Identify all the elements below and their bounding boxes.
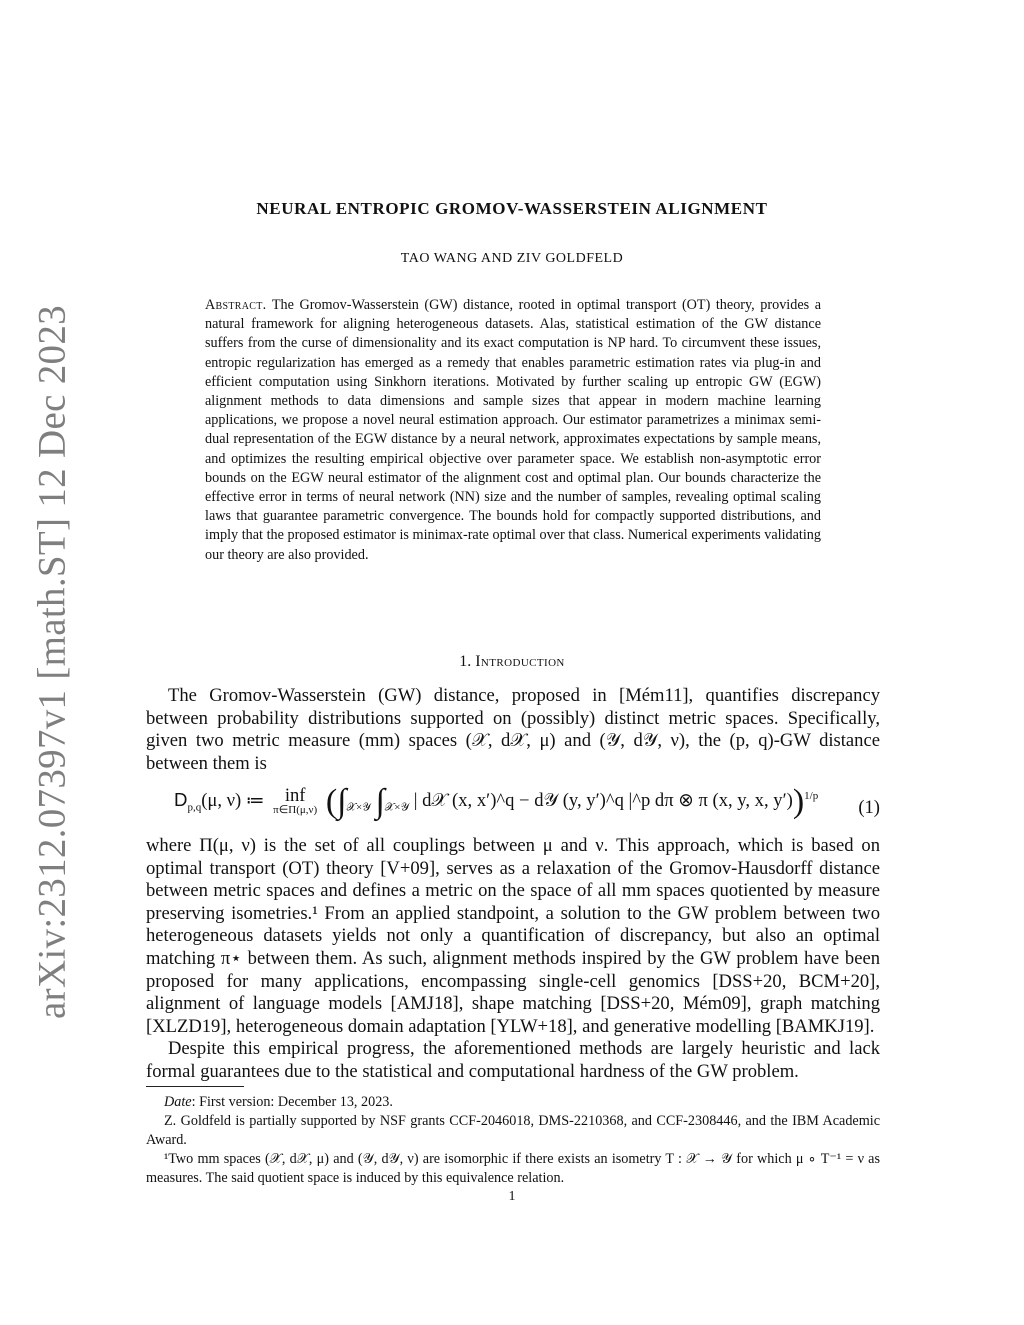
eq-inf-sub: π∈Π(μ,ν) — [273, 803, 318, 816]
eq-int-sub-2: 𝒳×𝒴 — [384, 801, 410, 814]
eq-lhs: D — [174, 789, 188, 810]
section-title: Introduction — [475, 653, 565, 670]
equation-number: (1) — [858, 797, 880, 818]
intro-paragraph-2: where Π(μ, ν) is the set of all couplings between μ and ν. This approach, which is based on optimal transport (OT) theory [V+09], serves as a relaxation of the Gromov-Hausdorff distance between metric spaces and defines a metric on the space of all mm spaces quotiented by measure preserving isometries.¹ From an applied standpoint, a solution to the GW problem between two heterogeneous datasets yields not only a quantification of discrepancy, but also an optimal matching π⋆ between them. As such, alignment methods inspired by the GW problem have been proposed for many applications, encompassing single-cell genomics [DSS+20, BCM+20], alignment of language models [AMJ18], shape matching [DSS+20, Mém09], graph matching [XLZD19], heterogeneous domain adaptation [YLW+18], and generative modelling [BAMKJ19]. — [146, 835, 880, 1037]
intro-paragraph-1-block — [146, 685, 880, 775]
arxiv-side-stamp: arXiv:2312.07397v1 [math.ST] 12 Dec 2023 — [30, 305, 74, 1019]
eq-lhs-args: (μ, ν) ≔ — [201, 790, 265, 811]
date-label: Date — [164, 1094, 192, 1110]
eq-int-sub-1: 𝒳×𝒴 — [346, 801, 371, 814]
footnote-1: ¹Two mm spaces (𝒳, d𝒳, μ) and (𝒴, d𝒴, ν) are isomorphic if there exists an isometry T : 𝒳 → 𝒴 for which μ ∘ T⁻¹ = ν as measures. The said quotient space is induced by this equivalence relation. — [146, 1151, 880, 1186]
eq-inf: inf — [284, 784, 306, 806]
eq-integrand: | d𝒳 (x, x′)^q − d𝒴 (y, y′)^q |^p dπ ⊗ π (x, y, x, y′) — [413, 790, 793, 811]
equation-1: $D_{p,q}(\mu$, ν) ≔ inf π∈Π(μ,ν) ($\int_{𝒳\times 𝒴}$ $\int_{𝒳\times 𝒴}$ | d𝒳 (x, x′)^q − d𝒴 (y, y′)^q |^p dπ ⊗ π (x, y, x, y′))$^{1/p}$ (1) — [174, 783, 880, 820]
section-number: 1. — [459, 653, 472, 670]
page-number: 1 — [508, 1189, 516, 1204]
abstract-text: The Gromov-Wasserstein (GW) distance, rooted in optimal transport (OT) theory, provides a natural framework for aligning heterogeneous datasets. Alas, statistical estimation of the GW distance suffers from the curse of dimensionality and its exact computation is NP hard. To circumvent these issues, entropic regularization has emerged as a remedy that enables parametric estimation rates via plug-in and efficient computation using Sinkhorn iterations. Motivated by further scaling up entropic GW (EGW) alignment methods to data dimensions and sample sizes that appear in modern machine learning applications, we propose a novel neural estimation approach. Our estimator parametrizes a minimax semi-dual representation of the EGW distance by a neural network, approximates expectations by sample means, and optimizes the resulting empirical objective over parameter space. We establish non-asymptotic error bounds on the EGW neural estimator of the alignment cost and optimal plan. Our bounds characterize the effective error in terms of neural network (NN) size and the number of samples, revealing optimal scaling laws that guarantee parametric convergence. The bounds hold for compactly supported distributions, and imply that the proposed estimator is minimax-rate optimal over that class. Numerical experiments validating our theory are also provided. — [205, 297, 821, 563]
date-text: : First version: December 13, 2023. — [191, 1094, 393, 1110]
abstract-label: Abstract. — [205, 297, 267, 313]
eq-lhs-sub: p,q — [187, 801, 202, 814]
paper-title: NEURAL ENTROPIC GROMOV-WASSERSTEIN ALIGNMENT — [256, 199, 768, 218]
intro-paragraph-3: Despite this empirical progress, the aforementioned methods are largely heuristic and lack formal guarantees due to the statistical and computational hardness of the GW problem. — [146, 1038, 880, 1082]
section-heading — [0, 653, 1024, 671]
paper-authors: TAO WANG AND ZIV GOLDFELD — [400, 251, 624, 266]
footnotes — [146, 1093, 880, 1188]
intro-paragraph-2-block — [146, 835, 880, 1084]
support-footnote: Z. Goldfeld is partially supported by NSF grants CCF-2046018, DMS-2210368, and CCF-2308446, and the IBM Academic Award. — [146, 1113, 880, 1148]
footnote-rule — [146, 1086, 244, 1087]
intro-paragraph-1: The Gromov-Wasserstein (GW) distance, proposed in [Mém11], quantifies discrepancy between probability distributions supported on (possibly) distinct metric spaces. Specifically, given two metric measure (mm) spaces (𝒳, d𝒳, μ) and (𝒴, d𝒴, ν), the (p, q)-GW distance between them is — [146, 685, 880, 774]
abstract — [205, 296, 821, 565]
eq-exponent: 1/p — [804, 789, 819, 802]
